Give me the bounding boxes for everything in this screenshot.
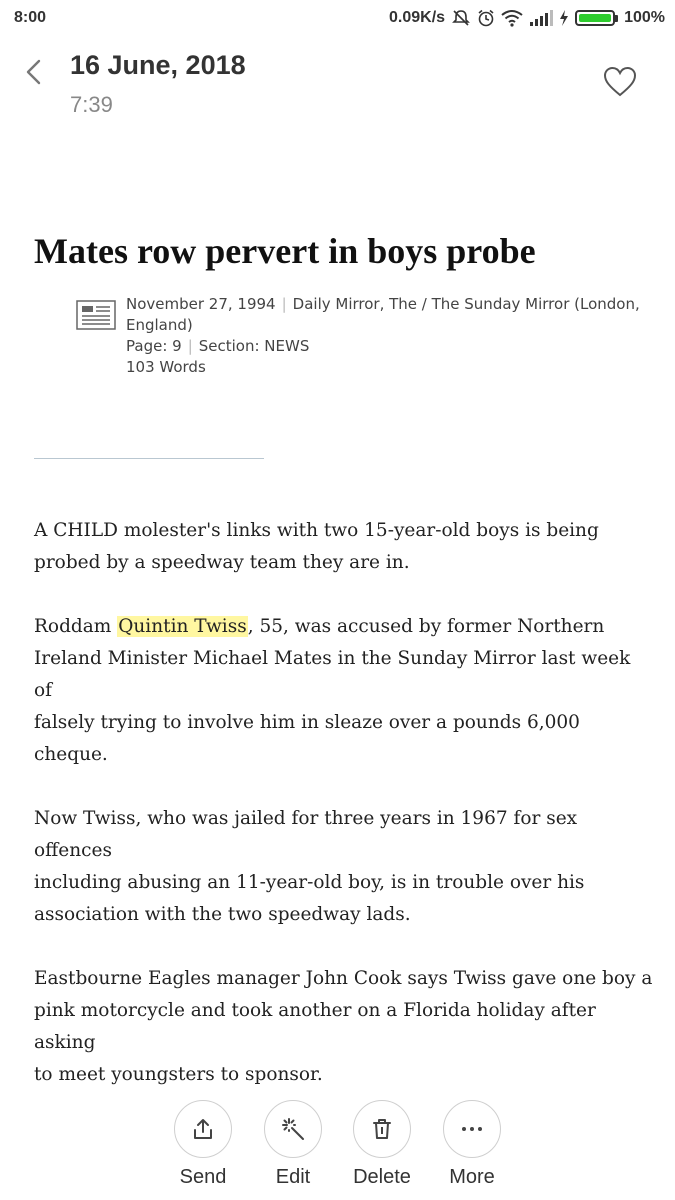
edit-button[interactable] bbox=[248, 1100, 338, 1189]
more-button[interactable] bbox=[427, 1100, 517, 1189]
back-icon[interactable] bbox=[22, 58, 46, 86]
article-meta bbox=[126, 294, 656, 378]
note-time: 7:39 bbox=[70, 92, 113, 117]
more-icon[interactable] bbox=[443, 1100, 501, 1158]
paragraph-2-after: , 55, bbox=[247, 616, 295, 637]
edit-label: Edit bbox=[275, 1166, 311, 1188]
meta-line-2: Page: 9 | Section: NEWS bbox=[126, 337, 310, 355]
net-speed: 0.09K/s bbox=[389, 9, 446, 26]
trash-icon[interactable] bbox=[353, 1100, 411, 1158]
send-label: Send bbox=[179, 1166, 227, 1188]
signal-icon bbox=[529, 10, 553, 26]
share-icon[interactable] bbox=[174, 1100, 232, 1158]
paragraph-2 bbox=[34, 611, 654, 771]
bottom-action-bar bbox=[0, 1100, 675, 1200]
sparkle-icon[interactable] bbox=[264, 1100, 322, 1158]
paragraph-3: Now Twiss, who was jailed for three years in 1967 for sex offences including abusing an 11-year-old boy, is in trouble over his association with the two speedway lads. bbox=[34, 808, 585, 925]
wifi-icon bbox=[501, 9, 523, 27]
paragraph-1: A CHILD molester's links with two 15-year-old boys is being probed by a speedway team they are in. bbox=[34, 520, 599, 573]
send-button[interactable] bbox=[158, 1100, 248, 1189]
delete-label: Delete bbox=[353, 1166, 411, 1188]
mute-icon bbox=[451, 9, 471, 27]
newspaper-icon bbox=[76, 300, 116, 330]
article-body bbox=[34, 515, 654, 1123]
divider bbox=[34, 458, 264, 459]
alarm-icon bbox=[477, 9, 495, 27]
battery-percent: 100% bbox=[624, 9, 665, 26]
article-word-count: 103 Words bbox=[126, 358, 206, 376]
paragraph-2-lead: Roddam bbox=[34, 616, 118, 637]
article-section: Section: NEWS bbox=[198, 337, 310, 355]
status-icons bbox=[389, 9, 665, 27]
more-label: More bbox=[449, 1166, 495, 1188]
status-bar bbox=[0, 0, 675, 36]
heart-icon[interactable] bbox=[603, 66, 637, 98]
article-source: Daily Mirror, The / The Sunday Mirror (London, England) bbox=[126, 295, 640, 334]
article-page: Page: 9 bbox=[126, 337, 182, 355]
charging-icon bbox=[559, 10, 569, 26]
note-date: 16 June, 2018 bbox=[70, 50, 246, 80]
meta-line-1: November 27, 1994 | Daily Mirror, The / The Sunday Mirror (London, England) bbox=[126, 295, 640, 334]
paragraph-2-rest: was accused by former Northern Ireland Minister Michael Mates in the Sunday Mirror last week of falsely trying to involve him in sleaze over a pounds 6,000 cheque. bbox=[34, 616, 631, 765]
battery-icon bbox=[575, 10, 618, 26]
article-date: November 27, 1994 bbox=[126, 295, 276, 313]
status-time: 8:00 bbox=[14, 9, 47, 26]
delete-button[interactable] bbox=[337, 1100, 427, 1189]
article-title: Mates row pervert in boys probe bbox=[34, 231, 536, 271]
paragraph-4: Eastbourne Eagles manager John Cook says Twiss gave one boy a pink motorcycle and took another on a Florida holiday after asking to meet youngsters to sponsor. bbox=[34, 968, 653, 1085]
highlighted-name: Quintin Twiss bbox=[118, 616, 247, 637]
